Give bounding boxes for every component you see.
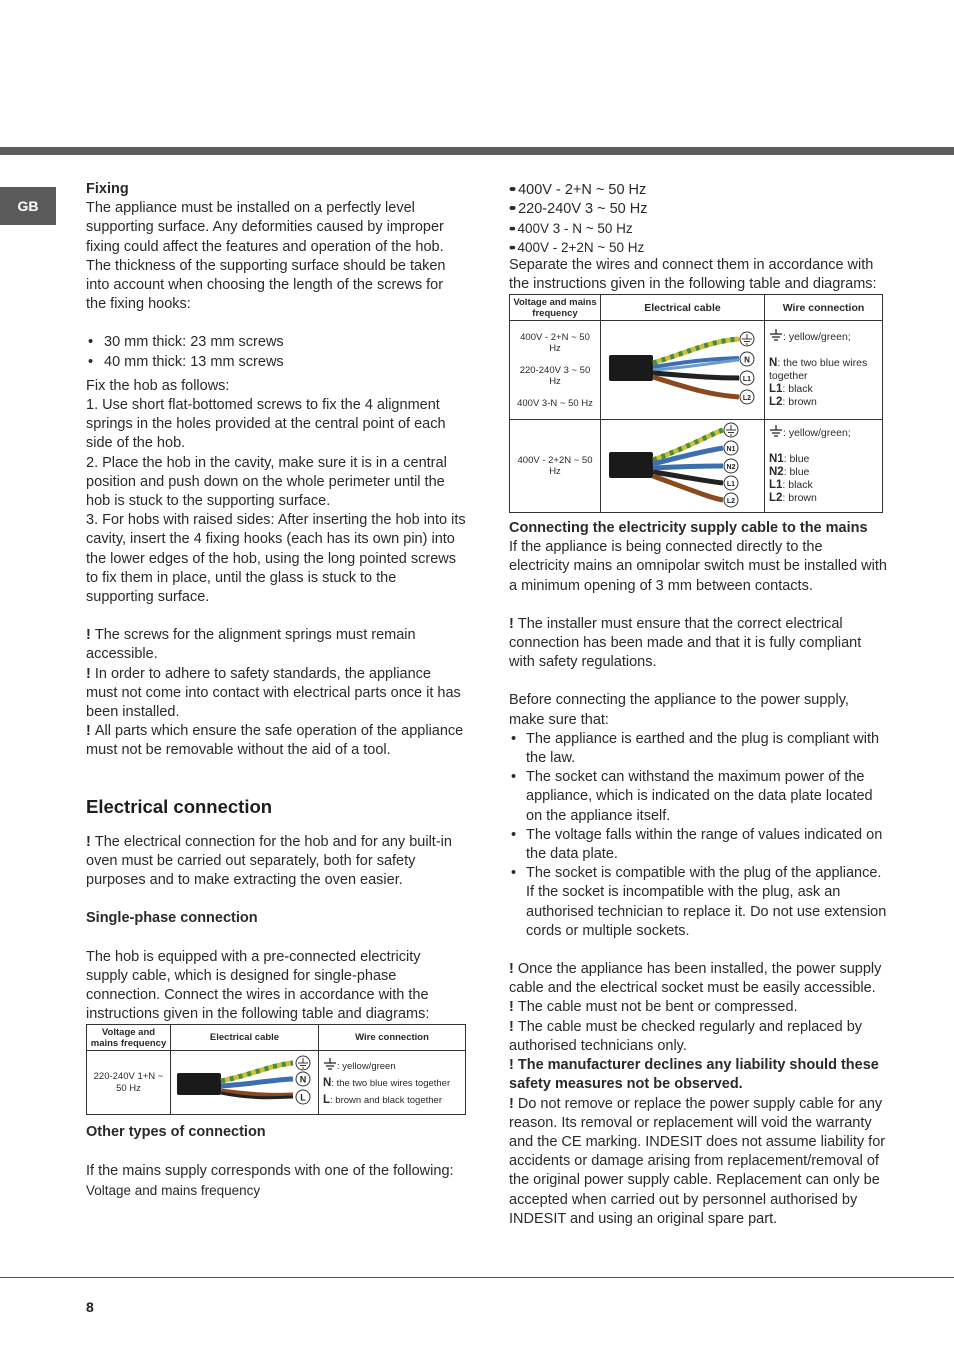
list-item: • The appliance is earthed and the plug is compliant with the law.	[509, 730, 887, 768]
list-item: • The socket can withstand the maximum power of the appliance, which is indicated on the data plate located on the appliance itself.	[509, 768, 887, 826]
list-item: • 30 mm thick: 23 mm screws	[86, 333, 466, 352]
language-tab: GB	[0, 187, 56, 225]
connecting-heading: Connecting the electricity supply cable to the mains	[509, 520, 868, 537]
fixing-paragraph-2: The thickness of the supporting surface should be taken into account when choosing the length of the screws for the fixing hooks:	[86, 257, 446, 313]
col-header-cable: Electrical cable	[171, 1025, 319, 1051]
wire-blue	[653, 466, 723, 468]
page-number: 8	[86, 1299, 94, 1315]
list-item: • • 400V - 2+N ~ 50 Hz	[509, 181, 887, 200]
warning-note: ! The cable must be checked regularly and replaced by authorised technicians only.	[509, 1018, 863, 1054]
voltage-frequency-label: Voltage and mains frequency	[86, 1182, 261, 1198]
svg-text:N: N	[744, 355, 750, 365]
warning-note: ! The screws for the alignment springs must remain accessible.	[86, 627, 416, 663]
fixing-heading: Fixing	[86, 181, 129, 197]
fix-intro: Fix the hob as follows:	[86, 377, 230, 394]
col-header-voltage: Voltage and mains frequency	[510, 295, 601, 321]
voltage-cell: 400V - 2+2N ~ 50 Hz	[510, 420, 601, 513]
left-column	[86, 180, 466, 1200]
warning-note: ! Once the appliance has been installed, the power supply cable and the electrical socket must be easily accessible.	[509, 961, 882, 997]
cable-2phase-2neutral-diagram	[601, 420, 763, 509]
separate-paragraph: Separate the wires and connect them in accordance with the instructions given in the following table and diagrams:	[509, 256, 877, 292]
screw-list	[86, 333, 466, 371]
list-item: • The socket is compatible with the plug of the appliance. If the socket is incompatible with the plug, ask an authorised technician to replace it. Do not use extension cords or multiple sockets.	[509, 864, 887, 941]
fix-step-1: 1. Use short flat-bottomed screws to fix the 4 alignment springs in the holes provided at the central point of each side of the hob.	[86, 397, 446, 452]
electrical-heading: Electrical connection	[86, 795, 273, 817]
fix-step-2: 2. Place the hob in the cavity, make sure it is in a central position and push down on the whole perimeter until the hob is stuck to the supporting surface.	[86, 454, 447, 510]
wire-black	[653, 373, 739, 378]
svg-text:N: N	[299, 1074, 307, 1085]
svg-text:L1: L1	[742, 376, 752, 384]
fixing-paragraph-1: The appliance must be installed on a perfectly level supporting surface. Any deformities caused by improper fixing could affect the features and operation of the hob.	[86, 200, 444, 255]
multi-phase-table	[509, 294, 883, 513]
warning-note: ! The electrical connection for the hob and for any built-in oven must be carried out separately, both for safety purposes and to make extracting the oven easier.	[86, 833, 452, 889]
cable-diagram	[601, 420, 765, 513]
svg-text:L1: L1	[726, 481, 736, 489]
single-phase-heading: Single-phase connection	[86, 910, 258, 927]
fix-step-3: 3. For hobs with raised sides: After inserting the hob into its cavity, insert the 4 fixing hooks (each has its own pin) into the lower edges of the hob, using the long pointed screws to fix them in place, until the glass is stuck to the supporting surface.	[86, 512, 466, 606]
before-paragraph: Before connecting the appliance to the power supply, make sure that:	[509, 692, 849, 728]
svg-text:L2: L2	[726, 498, 736, 506]
other-types-paragraph: If the mains supply corresponds with one of the following:	[86, 1162, 454, 1179]
voltage-cell: 220-240V 1+N ~ 50 Hz	[87, 1051, 171, 1115]
cable-sheath	[609, 355, 653, 381]
warning-note: ! The installer must ensure that the correct electrical connection has been made and that it is fully compliant with safety regulations.	[509, 615, 862, 671]
warning-note: ! The manufacturer declines any liability should these safety measures not be observed.	[509, 1057, 879, 1093]
supply-list	[509, 181, 887, 256]
col-header-cable: Electrical cable	[601, 295, 765, 321]
voltage-cell: 400V - 2+N ~ 50 Hz 220-240V 3 ~ 50 Hz 400V 3-N ~ 50 Hz	[510, 321, 601, 420]
warning-note: ! Do not remove or replace the power supply cable for any reason. Its removal or replacement will void the warranty and the CE marking. INDESIT does not assume liability for accidents or damage arising from replacement/removal of the original power supply cable. Replacement can only be accepted when carried out by personnel authorised by INDESIT and using an original spare part.	[509, 1095, 886, 1227]
svg-text:N1: N1	[726, 446, 736, 454]
other-types-heading: Other types of connection	[86, 1124, 266, 1141]
cable-1phase-diagram	[171, 1051, 317, 1111]
cable-sheath	[609, 452, 653, 478]
svg-text:N2: N2	[726, 464, 736, 472]
footer-rule	[0, 1277, 954, 1278]
cable-sheath	[177, 1073, 221, 1095]
svg-text:L2: L2	[742, 395, 752, 403]
col-header-wire: Wire connection	[765, 295, 883, 321]
ground-icon	[769, 425, 783, 437]
wire-connection-cell: : yellow/green; N: the two blue wires together L1: black L2: brown	[765, 321, 883, 420]
checklist	[509, 730, 887, 941]
single-phase-paragraph: The hob is equipped with a pre-connected electricity supply cable, which is designed for single-phase connection. Connect the wires in accordance with the instructions given in the following table and diagrams:	[86, 948, 430, 1023]
list-item: • • 400V 3 - N ~ 50 Hz	[509, 219, 887, 238]
col-header-voltage: Voltage and mains frequency	[87, 1025, 171, 1051]
svg-text:L: L	[300, 1092, 306, 1103]
list-item: • 40 mm thick: 13 mm screws	[86, 353, 466, 372]
wire-connection-cell: : yellow/green; N1: blue N2: blue L1: black L2: brown	[765, 420, 883, 513]
header-bar	[0, 147, 954, 155]
single-phase-table	[86, 1024, 466, 1115]
cable-3phase-diagram	[601, 321, 763, 416]
list-item: • The voltage falls within the range of values indicated on the data plate.	[509, 826, 887, 864]
cable-diagram	[601, 321, 765, 420]
warning-note: ! The cable must not be bent or compressed.	[509, 999, 798, 1016]
right-column	[509, 181, 887, 1229]
ground-icon	[323, 1058, 337, 1070]
warning-note: ! All parts which ensure the safe operation of the appliance must not be removable without the aid of a tool.	[86, 723, 464, 759]
connecting-paragraph: If the appliance is being connected directly to the electricity mains an omnipolar switch must be installed with a minimum opening of 3 mm between contacts.	[509, 539, 887, 594]
wire-connection-cell: : yellow/green N: the two blue wires together L: brown and black together	[319, 1051, 466, 1115]
cable-diagram	[171, 1051, 319, 1115]
col-header-wire: Wire connection	[319, 1025, 466, 1051]
list-item: • • 220-240V 3 ~ 50 Hz	[509, 200, 887, 219]
warning-note: ! In order to adhere to safety standards, the appliance must not come into contact with electrical parts once it has been installed.	[86, 665, 461, 721]
ground-icon	[769, 329, 783, 341]
list-item: • • 400V - 2+2N ~ 50 Hz	[509, 239, 887, 256]
